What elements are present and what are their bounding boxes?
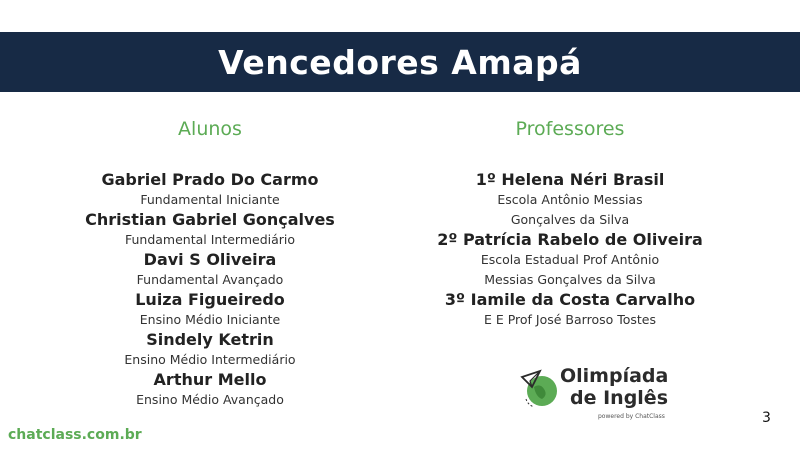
title-banner (0, 32, 800, 92)
alunos-heading: Alunos (178, 118, 242, 140)
page-title: Vencedores Amapá (218, 42, 582, 82)
student-level: Fundamental Iniciante (140, 192, 280, 207)
footer-website-link[interactable]: chatclass.com.br (8, 427, 142, 443)
teacher-school-line: Gonçalves da Silva (510, 212, 630, 227)
teacher-school-line: E E Prof José Barroso Tostes (483, 312, 657, 327)
alunos-column (60, 118, 360, 410)
teacher-school-line: Escola Antônio Messias (497, 192, 643, 207)
student-name: Davi S Oliveira (143, 250, 277, 269)
student-name: Luiza Figueiredo (135, 290, 285, 309)
student-entry (60, 370, 360, 410)
teacher-name: 2º Patrícia Rabelo de Oliveira (437, 230, 703, 249)
teacher-entry (420, 290, 720, 330)
student-name: Christian Gabriel Gonçalves (85, 210, 335, 229)
teacher-name: 1º Helena Néri Brasil (475, 170, 665, 189)
student-name: Sindely Ketrin (146, 330, 274, 349)
student-entry (60, 250, 360, 290)
globe-plane-icon (520, 369, 560, 409)
student-name: Gabriel Prado Do Carmo (101, 170, 319, 189)
olimpiada-logo (520, 365, 670, 425)
teacher-entry (420, 170, 720, 230)
teacher-school-line: Messias Gonçalves da Silva (484, 272, 656, 287)
student-name: Arthur Mello (153, 370, 267, 389)
page-number: 3 (762, 410, 771, 426)
student-entry (60, 290, 360, 330)
logo-text-line1: Olimpíada (560, 365, 669, 387)
student-entry (60, 170, 360, 210)
student-level: Ensino Médio Avançado (136, 392, 284, 407)
teacher-school-line: Escola Estadual Prof Antônio (480, 252, 660, 267)
professores-heading: Professores (515, 118, 625, 140)
student-level: Fundamental Intermediário (124, 232, 296, 247)
professores-column (420, 118, 720, 330)
logo-powered-by: powered by ChatClass (598, 413, 665, 420)
student-entry (60, 330, 360, 370)
student-level: Ensino Médio Iniciante (139, 312, 281, 327)
student-entry (60, 210, 360, 250)
student-level: Fundamental Avançado (136, 272, 284, 287)
teacher-name: 3º Iamile da Costa Carvalho (444, 290, 696, 309)
logo-text-line2: de Inglês (570, 387, 669, 409)
student-level: Ensino Médio Intermediário (124, 352, 296, 367)
teacher-entry (420, 230, 720, 290)
